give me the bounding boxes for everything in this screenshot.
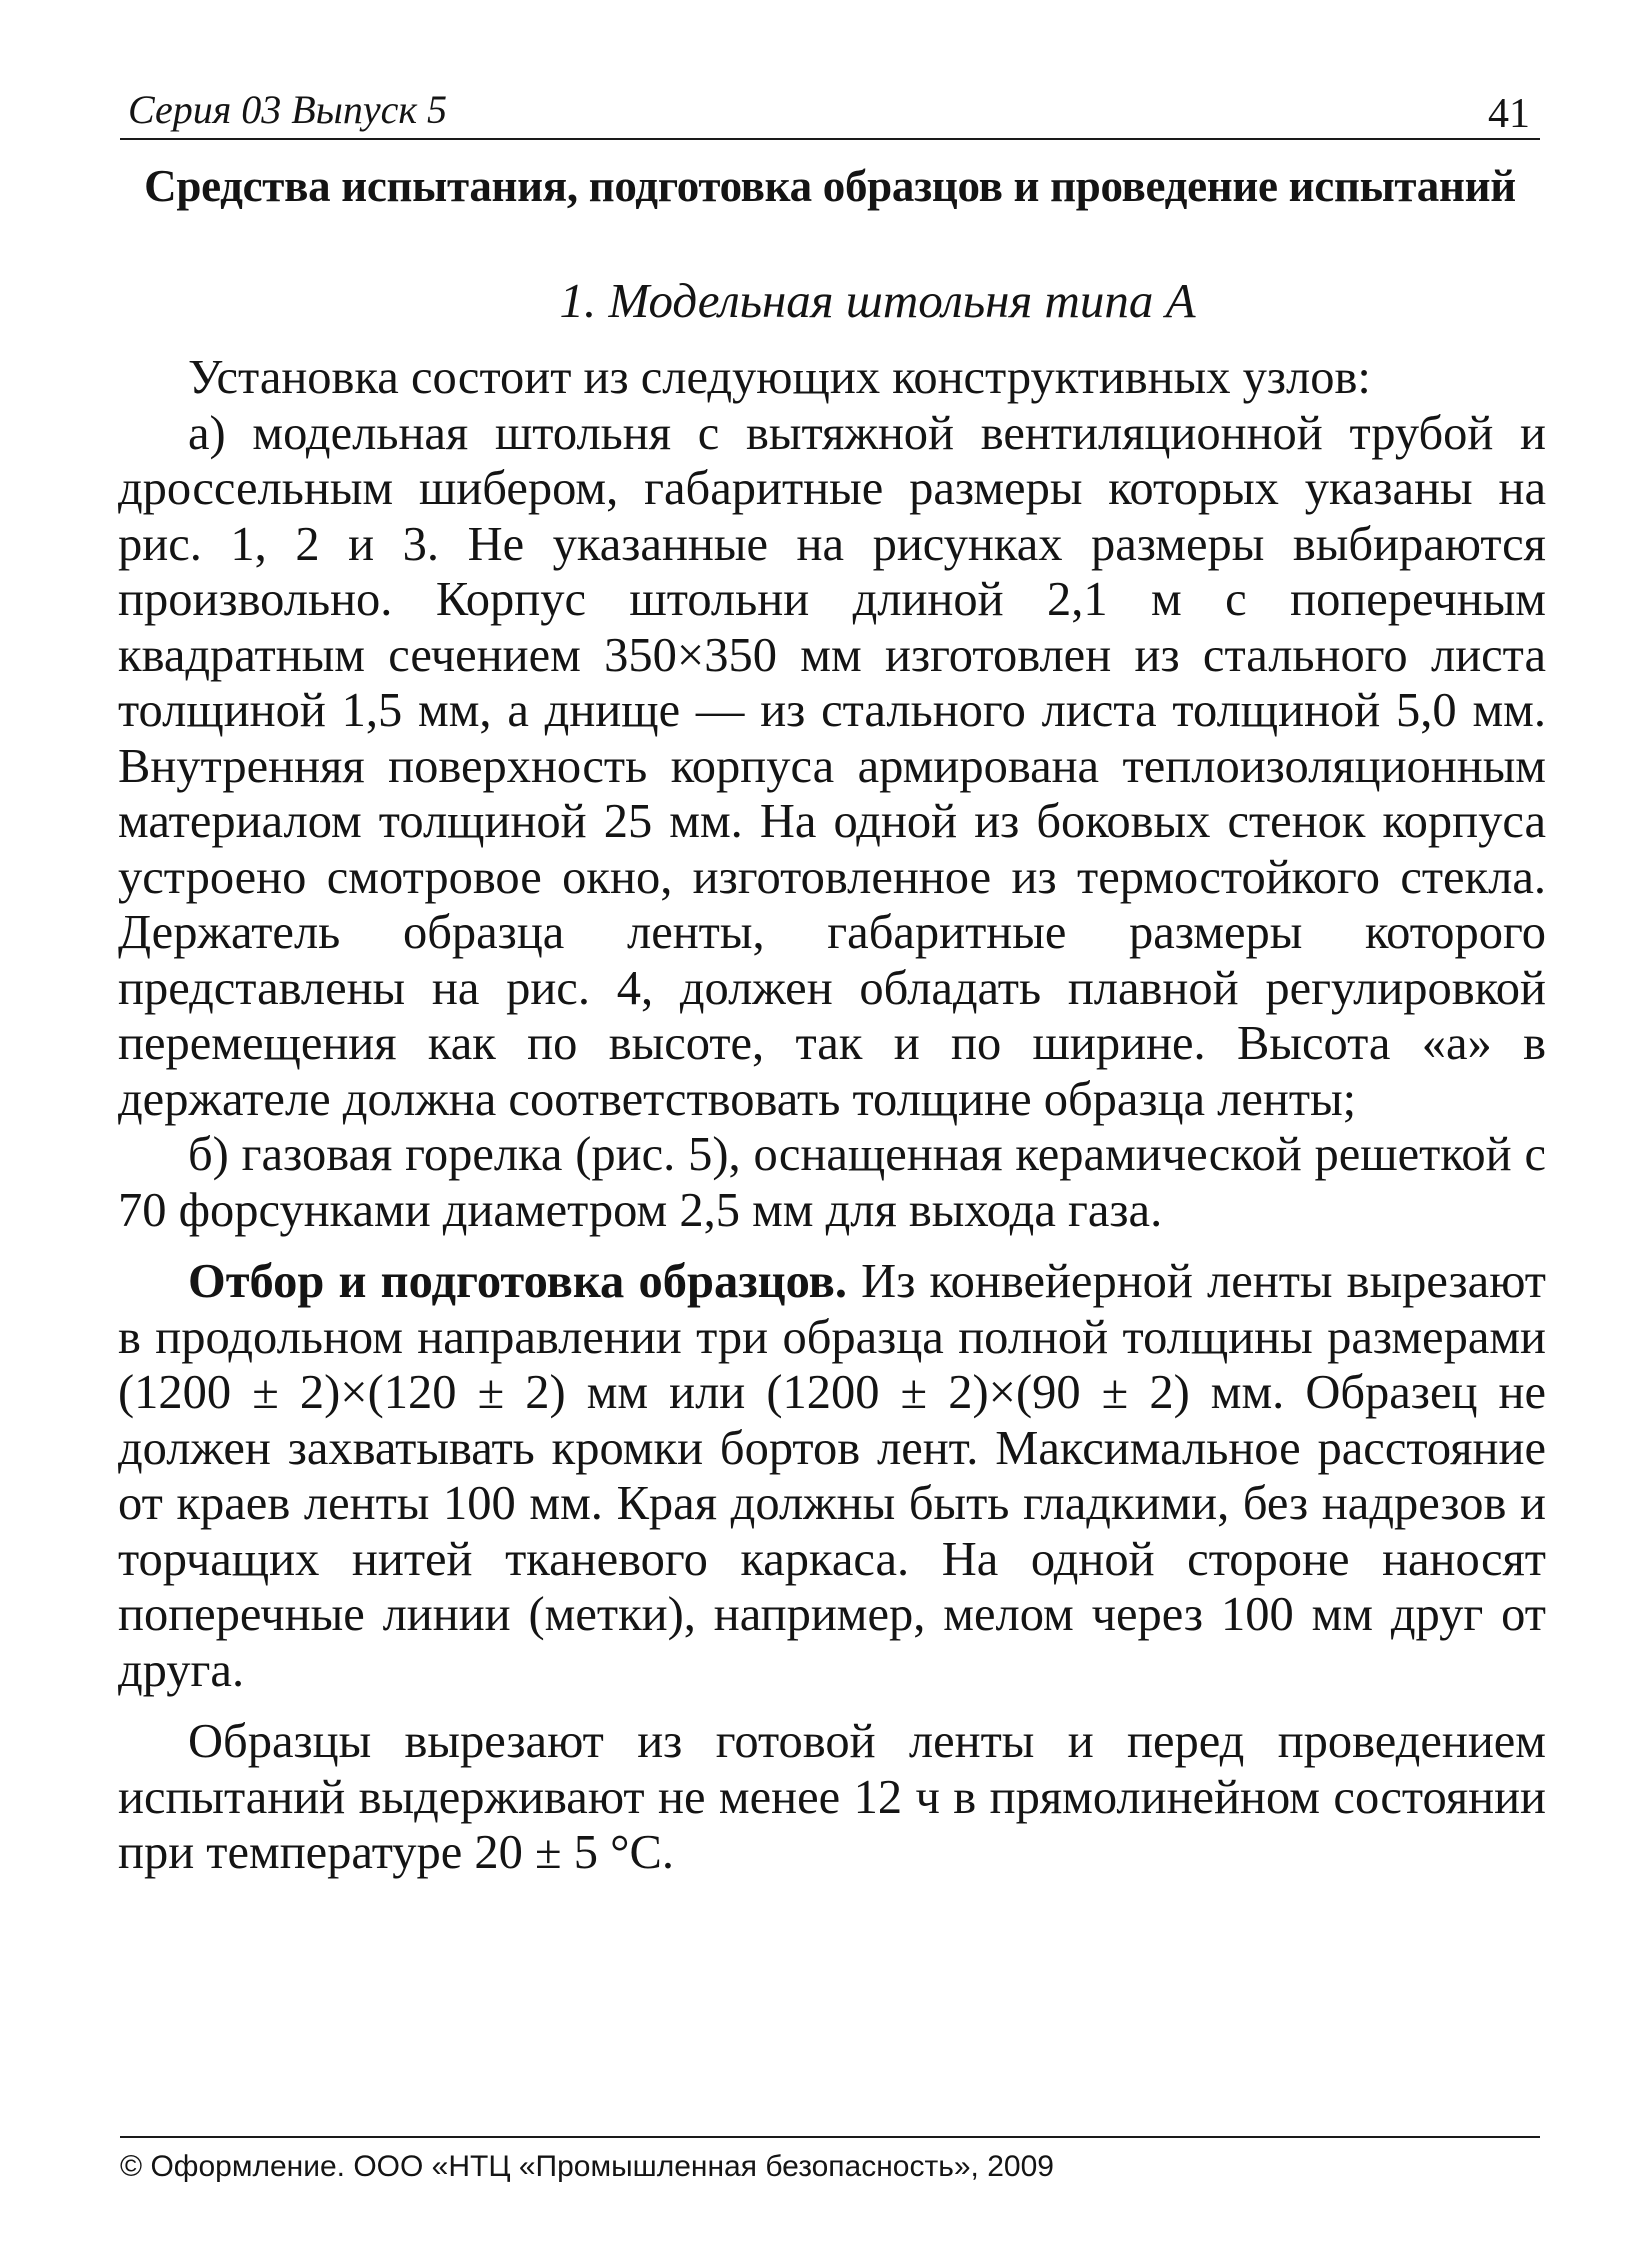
series-label: Серия 03 Выпуск 5 — [128, 87, 448, 132]
page-number: 41 — [1488, 91, 1530, 137]
paragraph-conditioning: Образцы вырезают из готовой ленты и перед проведением испытаний выдерживают не менее 12 ч в прямолинейном состоянии при температуре 20 ± 5 °С. — [118, 1715, 1546, 1879]
paragraph-intro: Установка состоит из следующих конструктивных узлов: — [188, 351, 1371, 404]
paragraph-item-b: б) газовая горелка (рис. 5), оснащенная керамической решеткой с 70 форсунками диаметром 2,5 мм для выхода газа. — [118, 1128, 1546, 1237]
run-in-heading: Отбор и подготовка образцов. — [188, 1255, 847, 1308]
running-header — [120, 78, 1540, 140]
copyright-footer: © Оформление. ООО «НТЦ «Промышленная безопасность», 2009 — [120, 2136, 1540, 2184]
body-text — [118, 350, 1546, 1881]
subsection-title: 1. Модельная штольня типа А — [559, 273, 1196, 328]
sampling-text: Из конвейерной ленты вырезают в продольном направлении три образца полной толщины размерами (1200 ± 2)×(120 ± 2) мм или (1200 ± 2)×(90 ± 2) мм. Образец не должен захватывать кромки бортов лент. Максимальное расстояние от краев ленты 100 мм. Края должны быть гладкими, без надрезов и торчащих нитей тканевого каркаса. На одной стороне наносят поперечные линии (метки), например, мелом через 100 мм друг от друга. — [118, 1255, 1546, 1697]
paragraph-sampling — [118, 1254, 1546, 1698]
section-title: Средства испытания, подготовка образцов и проведение испытаний — [144, 161, 1516, 211]
paragraph-item-a: а) модельная штольня с вытяжной вентиляционной трубой и дроссельным шибером, габаритные размеры которых указаны на рис. 1, 2 и 3. Не указанные на рисунках размеры выбираются произвольно. Корпус штольни длиной 2,1 м с поперечным квадратным сечением 350×350 мм изготовлен из стального листа толщиной 1,5 мм, а днище — из стального листа толщиной 5,0 мм. Внутренняя поверхность корпуса армирована теплоизоляционным материалом толщиной 25 мм. На одной из боковых стенок корпуса устроено смотровое окно, изготовленное из термостойкого стекла. Держатель образца ленты, габаритные размеры которого представлены на рис. 4, должен обладать плавной регулировкой перемещения как по высоте, так и по ширине. Высота «а» в держателе должна соответствовать толщине образца ленты; — [118, 406, 1546, 1126]
